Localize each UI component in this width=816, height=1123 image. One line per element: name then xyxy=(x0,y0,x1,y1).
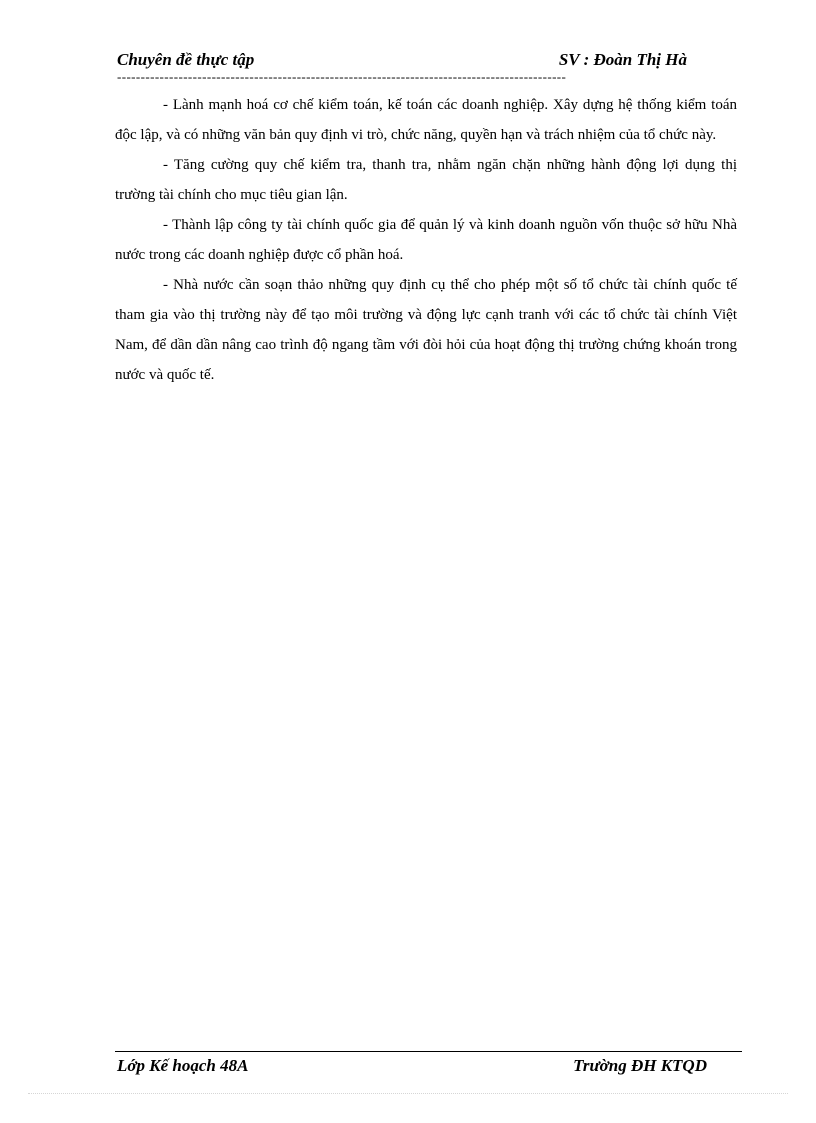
page-footer xyxy=(117,1054,707,1080)
paragraph: - Nhà nước cần soạn thảo những quy định cụ thể cho phép một số tổ chức tài chính quốc tế tham gia vào thị trường này để tạo môi trường và động lực cạnh tranh với các tổ chức tài chính Việt Nam, để dần dần nâng cao trình độ ngang tầm với đòi hỏi của hoạt động thị trường chứng khoán trong nước và quốc tế. xyxy=(115,277,737,383)
paragraph: - Lành mạnh hoá cơ chế kiểm toán, kế toán các doanh nghiệp. Xây dựng hệ thống kiểm toán độc lập, và có những văn bản quy định vi trò, chức năng, quyền hạn và trách nhiệm của tổ chức này. xyxy=(115,97,737,143)
body-text xyxy=(115,90,737,390)
header-title: Chuyên đề thực tập xyxy=(117,50,255,69)
footer-divider xyxy=(115,1051,742,1052)
header-separator: ----------------------------------------------------------------------------------------------- xyxy=(117,70,567,84)
page-header xyxy=(117,46,687,72)
footer-class: Lớp Kế hoạch 48A xyxy=(117,1056,249,1075)
header-author: SV : Đoàn Thị Hà xyxy=(558,50,687,69)
page-edge-divider xyxy=(28,1093,788,1094)
footer-school: Trường ĐH KTQD xyxy=(573,1056,707,1075)
paragraph: - Tăng cường quy chế kiểm tra, thanh tra, nhằm ngăn chặn những hành động lợi dụng thị trường tài chính cho mục tiêu gian lận. xyxy=(115,157,737,203)
paragraph: - Thành lập công ty tài chính quốc gia để quản lý và kinh doanh nguồn vốn thuộc sở hữu Nhà nước trong các doanh nghiệp được cổ phần hoá. xyxy=(115,217,737,263)
